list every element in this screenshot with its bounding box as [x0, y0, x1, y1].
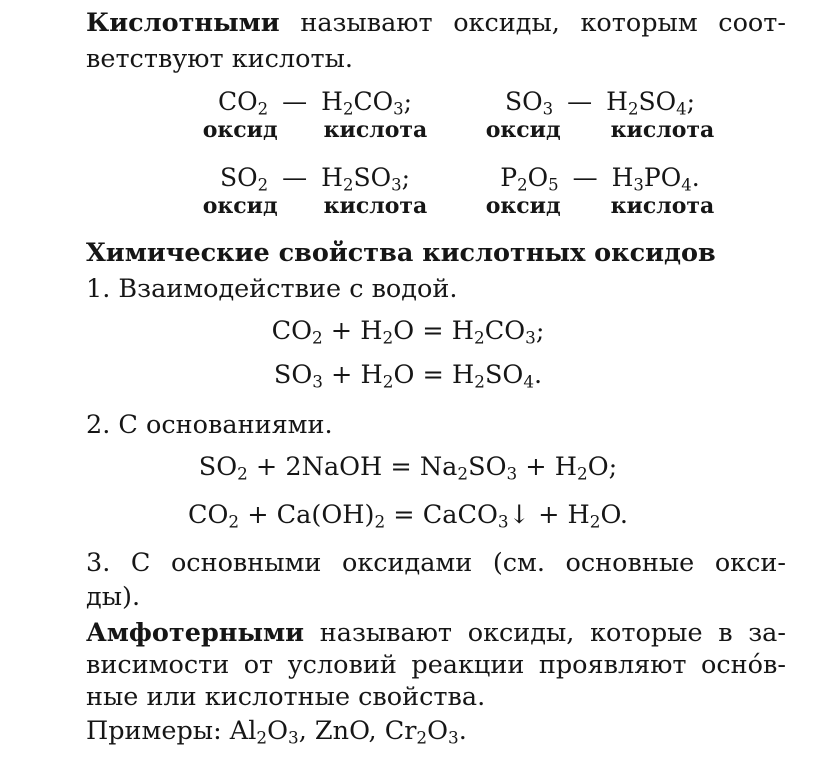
oxide-formula: $SO_2$: [220, 163, 269, 195]
acidic-definition-line1: Кислотными называют оксиды, которым соот-: [86, 8, 786, 38]
acid-label: кислота: [323, 193, 428, 220]
acid-formula: $H_2SO_3$;: [321, 163, 410, 195]
equation-so3-water: $SO_3 + H_2O = H_2SO_4$.: [273, 360, 543, 392]
oxide-label: оксид: [485, 193, 561, 220]
amphoteric-definition-line2: висимости от условий реакции проявляют осно́в-: [86, 650, 786, 680]
acid-formula: $H_2SO_4$;: [606, 87, 695, 119]
property-item-3-line1: 3. С основными оксидами (см. основные окси-: [86, 548, 786, 578]
property-item-2: 2. С основаниями.: [86, 410, 333, 440]
property-item-1: 1. Взаимодействие с водой.: [86, 274, 458, 304]
oxide-formula: $CO_2$: [218, 87, 269, 119]
amphoteric-examples: Примеры: $Al_2O_3$, ZnO, $Cr_2O_3$.: [86, 716, 467, 748]
property-item-3-line2: ды).: [86, 582, 141, 612]
equation-co2-water: $CO_2 + H_2O = H_2CO_3$;: [271, 316, 545, 348]
pair-co2: $CO_2$ — $H_2CO_3$; оксид кислота: [202, 87, 428, 144]
oxide-formula: $P_2O_5$: [500, 163, 559, 195]
acid-label: кислота: [323, 117, 428, 144]
equation-co2-caoh2: $CO_2 + Ca(OH)_2$ = CaCO$_3$↓ + $H_2O$.: [187, 500, 629, 532]
oxide-formula: $SO_3$: [505, 87, 554, 119]
amphoteric-term: Амфотерными: [86, 618, 305, 648]
oxide-label: оксид: [202, 193, 278, 220]
pair-p2o5: $P_2O_5$ — $H_3PO_4$. оксид кислота: [485, 163, 715, 220]
amphoteric-definition-line3: ные или кислотные свойства.: [86, 682, 486, 712]
oxide-label: оксид: [485, 117, 561, 144]
acidic-definition-line2: ветствуют кислоты.: [86, 44, 353, 74]
amphoteric-definition-line1: Амфотерными называют оксиды, которые в за-: [86, 618, 786, 648]
acid-label: кислота: [610, 117, 715, 144]
acid-formula: $H_2CO_3$;: [321, 87, 412, 119]
properties-heading: Химические свойства кислотных оксидов: [86, 238, 716, 268]
pair-so2: $SO_2$ — $H_2SO_3$; оксид кислота: [202, 163, 428, 220]
pair-so3: $SO_3$ — $H_2SO_4$; оксид кислота: [485, 87, 715, 144]
oxide-label: оксид: [202, 117, 278, 144]
acidic-term: Кислотными: [86, 8, 280, 38]
equation-so2-naoh: $SO_2$ + 2NaOH = $Na_2SO_3 + H_2O$;: [198, 452, 618, 484]
acid-label: кислота: [610, 193, 715, 220]
acid-formula: $H_3PO_4$.: [611, 163, 700, 195]
